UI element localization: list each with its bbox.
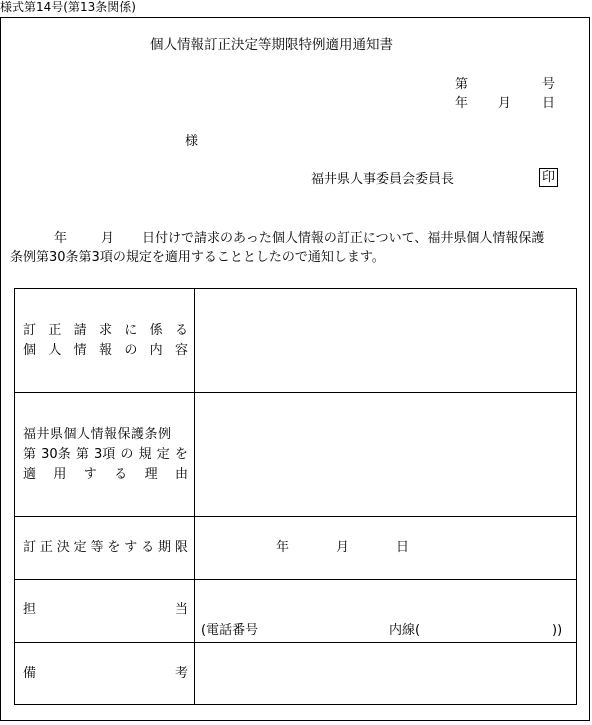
ch: 人	[48, 342, 62, 358]
ch: 求	[98, 322, 112, 338]
ch: る	[141, 540, 155, 555]
extension-label: 内線(	[389, 623, 421, 638]
issuer-name: 福井県人事委員会委員長	[311, 172, 455, 187]
ch: 正	[48, 322, 62, 338]
date-month: 月	[498, 96, 512, 111]
ch: す	[124, 540, 138, 555]
label-reason-line3	[23, 465, 188, 485]
addressee-suffix: 様	[185, 134, 199, 149]
seal-label: 印	[539, 168, 558, 187]
ch: 当	[174, 602, 188, 617]
label-reason	[15, 393, 195, 517]
ch: の	[120, 446, 134, 462]
ch: 限	[174, 540, 188, 555]
row-reason	[15, 393, 577, 517]
ch: 個	[23, 342, 37, 358]
ch: 用	[53, 466, 67, 482]
ch: す	[83, 466, 97, 482]
ch: 容	[174, 342, 188, 358]
ch: る	[174, 322, 188, 338]
label-contact-text	[23, 600, 188, 620]
ch: を	[107, 540, 121, 555]
ch: 由	[174, 466, 188, 482]
value-content[interactable]	[195, 289, 577, 393]
ch: 請	[73, 322, 87, 338]
value-contact[interactable]	[195, 580, 577, 643]
ch: 理	[144, 466, 158, 482]
label-remarks-text	[23, 664, 188, 684]
label-deadline-text	[23, 538, 188, 558]
ch: 考	[174, 665, 188, 681]
row-remarks	[15, 643, 577, 705]
label-contact	[15, 580, 195, 643]
date-year: 年	[455, 96, 469, 111]
label-deadline	[15, 517, 195, 580]
label-content-line2	[23, 341, 188, 361]
ch: 情	[73, 342, 87, 358]
value-remarks[interactable]	[195, 643, 577, 705]
doc-number-dai: 第	[455, 77, 469, 92]
ch: の	[124, 342, 138, 358]
label-content-line1	[23, 321, 188, 341]
body-year: 年	[54, 231, 68, 246]
body-month: 月	[101, 231, 115, 246]
ch: 期	[158, 540, 172, 555]
ch: 第	[75, 446, 89, 462]
ch: 3項	[94, 446, 116, 462]
deadline-day: 日	[396, 540, 410, 555]
ch: 等	[90, 540, 104, 555]
ch: 規	[138, 446, 152, 462]
deadline-month: 月	[336, 540, 350, 555]
label-content	[15, 289, 195, 393]
ch: に	[124, 322, 138, 338]
ch: 報	[98, 342, 112, 358]
ch: を	[174, 446, 188, 462]
value-reason[interactable]	[195, 393, 577, 517]
ch: 定	[156, 446, 170, 462]
seal-mark	[539, 171, 558, 184]
ch: 定	[73, 540, 87, 555]
ch: る	[114, 466, 128, 482]
ch: 適	[23, 466, 37, 482]
ch: 備	[23, 665, 37, 681]
ch: 第	[23, 446, 37, 462]
ch: 正	[39, 540, 53, 555]
label-remarks	[15, 643, 195, 705]
label-reason-line2	[23, 445, 188, 465]
ch: 決	[56, 540, 70, 555]
form-number: 様式第14号(第13条関係)	[0, 0, 136, 14]
value-deadline[interactable]	[195, 517, 577, 580]
ch: 訂	[23, 322, 37, 338]
date-day: 日	[542, 96, 556, 111]
row-content	[15, 289, 577, 393]
row-deadline	[15, 517, 577, 580]
doc-number-go: 号	[542, 77, 556, 92]
form-table	[14, 288, 577, 705]
extension-close: ))	[552, 623, 563, 638]
body-line2: 条例第30条第3項の規定を適用することとしたので通知します。	[10, 250, 385, 265]
deadline-year: 年	[276, 540, 290, 555]
ch: 係	[149, 322, 163, 338]
body-line1: 日付けで請求のあった個人情報の訂正について、福井県個人情報保護	[142, 231, 545, 246]
label-reason-line1: 福井県個人情報保護条例	[23, 426, 172, 442]
ch: 訂	[23, 540, 37, 555]
ch: 内	[149, 342, 163, 358]
document-title: 個人情報訂正決定等期限特例適用通知書	[150, 37, 393, 53]
ch: 担	[23, 602, 37, 617]
row-contact	[15, 580, 577, 643]
phone-label: (電話番号	[201, 623, 259, 638]
ch: 30条	[41, 446, 71, 462]
